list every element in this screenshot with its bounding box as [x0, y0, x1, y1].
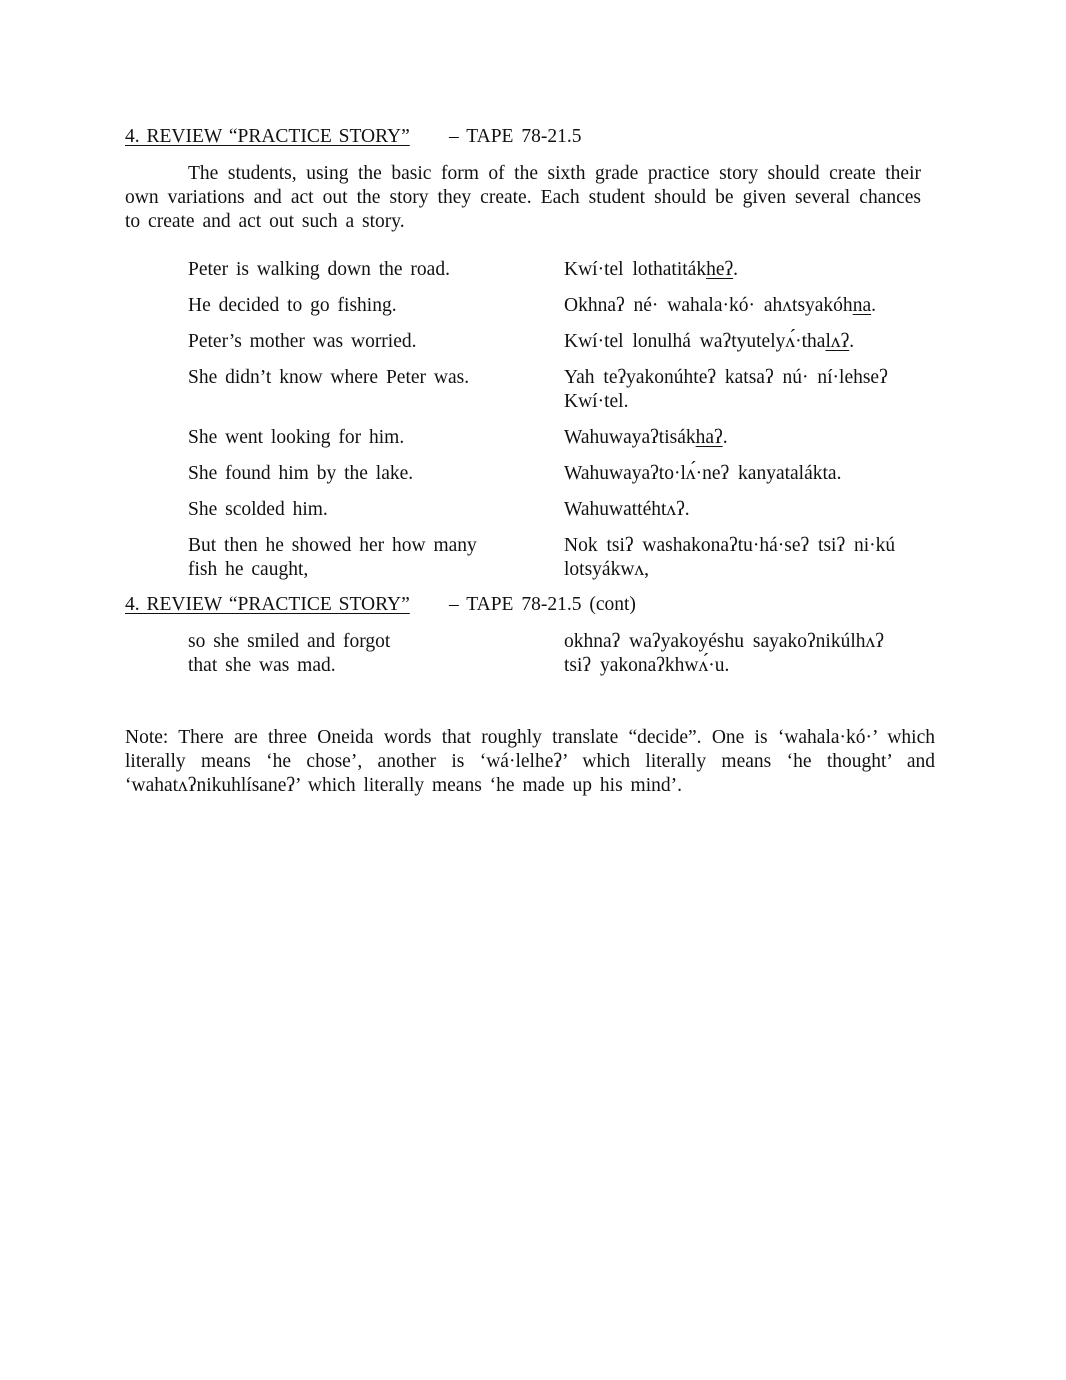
english-sentence: Peter is walking down the road. [188, 259, 450, 280]
note-paragraph: Note: There are three Oneida words that roughly translate “decide”. One is ‘wahala·kó·’ which literally means ‘he chose’, another is ‘wá·lelheʔ’ which literally means ‘he thought’ and ‘wahatʌʔnikuhlísaneʔ’ which literally means ‘he made up his mind’. [125, 727, 935, 796]
oneida-sentence: Yah teʔyakonúhteʔ katsaʔ nú· ní·lehseʔ Kwí·tel. [564, 367, 888, 412]
english-sentence: She scolded him. [188, 499, 328, 520]
oneida-sentence: Kwí·tel lothatitákheʔ. [564, 259, 739, 280]
oneida-sentence: Kwí·tel lonulhá waʔtyutelyʌ́·thalʌʔ. [564, 331, 855, 352]
intro-paragraph: The students, using the basic form of the sixth grade practice story should create their own variations and act out the story they create. Each student should be given several chances to create and act out such a story. [125, 163, 921, 232]
english-sentence: He decided to go fishing. [188, 295, 397, 316]
section-heading-title: 4. REVIEW “PRACTICE STORY” [125, 126, 410, 147]
oneida-sentence: Wahuwattéhtʌʔ. [564, 499, 690, 520]
oneida-sentence: Okhnaʔ né· wahala·kó· ahʌtsyakóhna. [564, 295, 876, 316]
oneida-sentence: Wahuwayaʔto·lʌ́·neʔ kanyatalákta. [564, 463, 842, 484]
continued-heading-title: 4. REVIEW “PRACTICE STORY” [125, 594, 410, 615]
english-sentence: She found him by the lake. [188, 463, 414, 484]
oneida-sentence: okhnaʔ waʔyakoyéshu sayakoʔnikúlhʌʔ tsiʔ yakonaʔkhwʌ́·u. [564, 631, 884, 676]
continued-heading-tape: – TAPE 78-21.5 (cont) [449, 594, 636, 615]
oneida-sentence: Nok tsiʔ washakonaʔtu·há·seʔ tsiʔ ni·kú lotsyákwʌ, [564, 535, 896, 580]
english-sentence: Peter’s mother was worried. [188, 331, 417, 352]
english-sentence: She went looking for him. [188, 427, 405, 448]
section-heading-tape: – TAPE 78-21.5 [449, 126, 582, 147]
oneida-sentence: Wahuwayaʔtisákhaʔ. [564, 427, 728, 448]
english-sentence: But then he showed her how many fish he caught, [188, 535, 477, 580]
english-sentence: She didn’t know where Peter was. [188, 367, 470, 388]
english-sentence: so she smiled and forgot that she was mad. [188, 631, 391, 676]
